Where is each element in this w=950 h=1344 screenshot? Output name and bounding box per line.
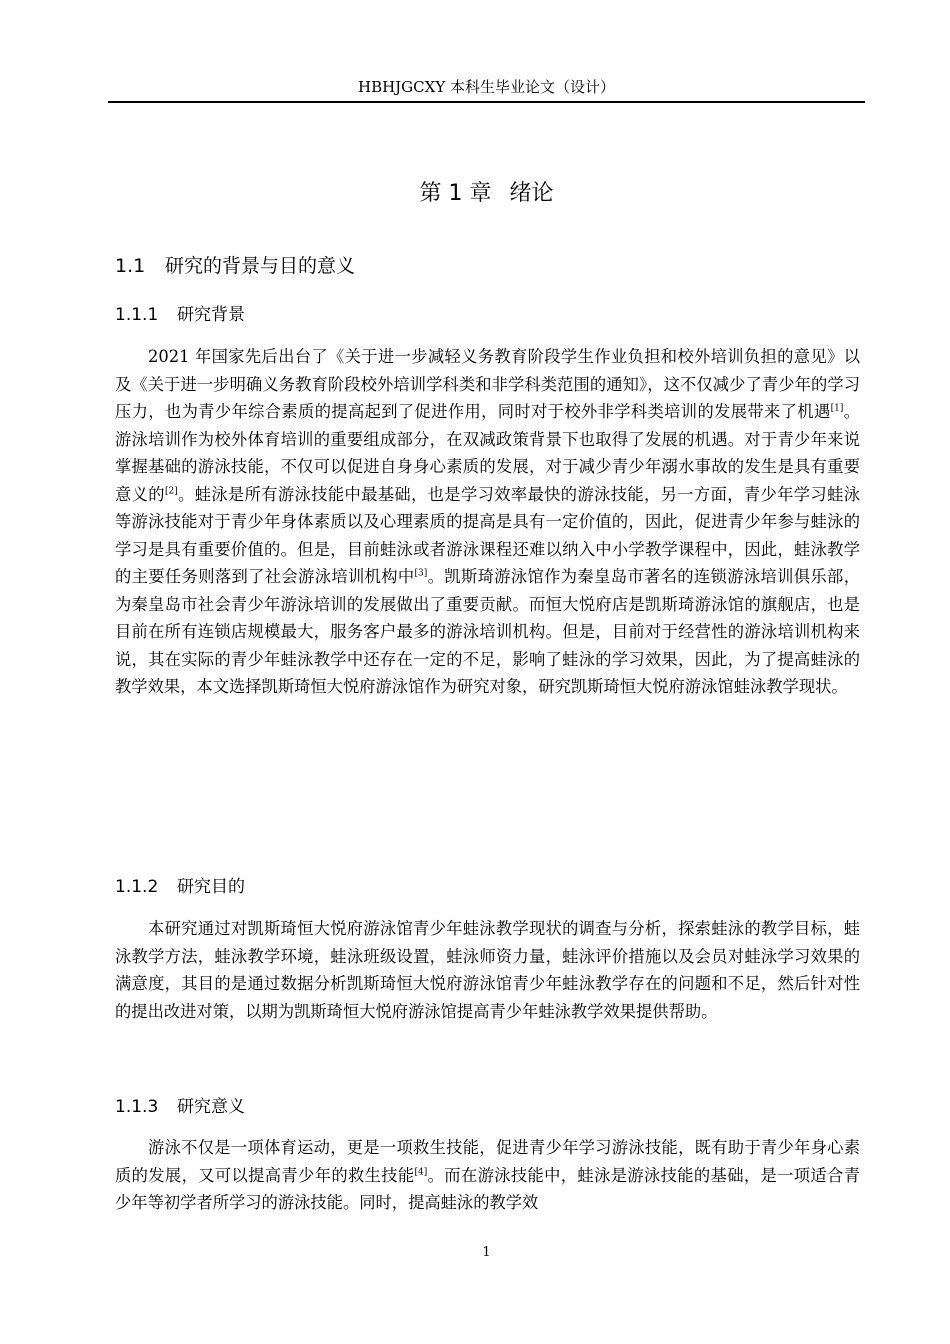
header-divider [108,101,865,103]
citation-4: [4] [414,1167,428,1178]
text-run: 。凯斯琦游泳馆作为秦皇岛市著名的连锁游泳培训俱乐部，为秦皇岛市社会青少年游泳培训的发展做出了重要贡献。而恒大悦府店是凯斯琦游泳馆的旗舰店，也是目前在所有连锁店规模最大，服务客户最多的游泳培训机构。但是，目前对于经营性的游泳培训机构来说，其在实际的青少年蛙泳教学中还存在一定的不足，影响了蛙泳的学习效果，因此，为了提高蛙泳的教学效果，本文选择凯斯琦恒大悦府游泳馆作为研究对象，研究凯斯琦恒大悦府游泳馆蛙泳教学现状。 [115,567,860,696]
subsection-number: 1.1.1 [115,305,159,325]
paragraph-research-significance [115,1134,860,1217]
text-run: 。而在游泳技能中，蛙泳是游泳技能的基础，是一项适合青少年等初学者所学习的游泳技能。同时，提高蛙泳的教学效 [115,1165,860,1212]
subsection-title: 研究意义 [177,1097,245,1117]
text-run: 。游泳培训作为校外体育培训的重要组成部分，在双减政策背景下也取得了发展的机遇。对于青少年来说掌握基础的游泳技能，不仅可以促进自身身心素质的发展，对于减少青少年溺水事故的发生是具有重要意义的 [115,402,860,504]
paragraph-research-background [115,343,860,701]
paragraph-research-purpose: 本研究通过对凯斯琦恒大悦府游泳馆青少年蛙泳教学现状的调查与分析，探索蛙泳的教学目标，蛙泳教学方法，蛙泳教学环境，蛙泳班级设置，蛙泳师资力量，蛙泳评价措施以及会员对蛙泳学习效果的满意度，其目的是通过数据分析凯斯琦恒大悦府游泳馆青少年蛙泳教学存在的问题和不足，然后针对性的提出改进对策，以期为凯斯琦恒大悦府游泳馆提高青少年蛙泳教学效果提供帮助。 [115,919,860,1021]
section-title: 研究的背景与目的意义 [165,255,356,277]
citation-1: [1] [830,403,844,414]
text-run: 。蛙泳是所有游泳技能中最基础，也是学习效率最快的游泳技能，另一方面，青少年学习蛙泳等游泳技能对于青少年身体素质以及心理素质的提高是具有一定价值的，因此，促进青少年参与蛙泳的学习是具有重要价值的。但是，目前蛙泳或者游泳课程还难以纳入中小学教学课程中，因此，蛙泳教学的主要任务则落到了社会游泳培训机构中 [115,484,860,586]
subsection-heading-1-1-1 [115,302,245,328]
subsection-heading-1-1-3 [115,1094,245,1120]
citation-2: [2] [164,486,178,497]
chapter-heading [108,178,865,210]
running-header: HBHJGCXY 本科生毕业论文（设计） [357,78,615,96]
subsection-number: 1.1.3 [115,1097,159,1117]
subsection-heading-1-1-2 [115,874,245,900]
subsection-title: 研究背景 [177,305,245,325]
chapter-number: 第 1 章 [419,181,492,206]
text-run: 游泳不仅是一项体育运动，更是一项救生技能，促进青少年学习游泳技能，既有助于青少年身心素质的发展，又可以提高青少年的救生技能 [115,1138,860,1185]
text-run: 2021 年国家先后出台了《关于进一步减轻义务教育阶段学生作业负担和校外培训负担的意见》以及《关于进一步明确义务教育阶段校外培训学科类和非学科类范围的通知》，这不仅减少了青少年的学习压力，也为青少年综合素质的提高起到了促进作用，同时对于校外非学科类培训的发展带来了机遇 [115,347,860,421]
section-heading-1-1 [115,252,355,280]
chapter-title: 绪论 [509,181,554,206]
citation-3: [3] [414,568,428,579]
subsection-title: 研究目的 [177,877,245,897]
section-number: 1.1 [115,255,146,277]
page-number: 1 [482,1245,491,1260]
subsection-number: 1.1.2 [115,877,159,897]
